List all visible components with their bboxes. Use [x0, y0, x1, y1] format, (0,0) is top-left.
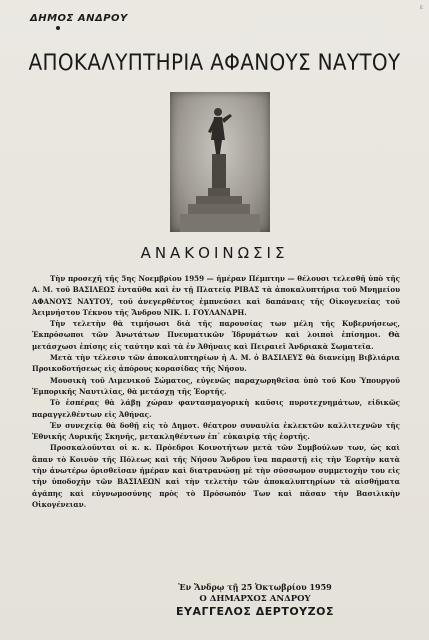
paragraph: Μουσικὴ τοῦ Λιμενικοῦ Σώματος, εὐγενῶς παραχωρηθεῖσα ὑπὸ τοῦ Κου Ὑπουργοῦ Ἐμπορικῆς Ναυτιλίας, θὰ μετάσχῃ τῆς Ἑορτῆς. [32, 375, 400, 396]
paragraph: Ἐν συνεχείᾳ θὰ δοθῇ εἰς τὸ Δημοτ. θέατρον συναυλία ἐκλεκτῶν καλλιτεχνῶν τῆς Ἐθνικῆς Λυρικῆς Σκηνῆς, μετακληθέντων ἐπ᾽ εὐκαιρίᾳ τῆς ἑορτῆς. [32, 420, 400, 442]
monument-photo [170, 92, 270, 232]
signature-name: ΕΥΑΓΓΕΛΟΣ ΔΕΡΤΟΥΖΟΣ [176, 605, 334, 618]
paragraph: Μετὰ τὴν τέλεσιν τῶν ἀποκαλυπτηρίων ἡ Α. Μ. ὁ ΒΑΣΙΛΕΥΣ θὰ διανείμῃ Βιβλιάρια Προικοδοτήσεως εἰς ἀπόρους κορασίδας τῆς Νήσου. [32, 353, 400, 374]
paragraph: Τὴν τελετὴν θὰ τιμήσωσι διὰ τῆς παρουσίας των μέλη τῆς Κυβερνήσεως, Ἐκπρόσωποι τῶν Ἀνωτάτων Πνευματικῶν Ἱδρυμάτων καὶ λοιποὶ ἐπίσημοι. Θὰ μετάσχωσι ἐπίσης εἰς ταύτην καὶ τὰ ἐν Ἀθήναις καὶ Πειραιεῖ Ἀνδριακὰ Σωματεῖα. [32, 319, 400, 351]
corner-mark: ε [419, 4, 423, 11]
signature-role: Ο ΔΗΜΑΡΧΟΣ ΑΝΔΡΟΥ [199, 594, 311, 604]
announcement-body [32, 273, 400, 510]
announcement-heading: ΑΝΑΚΟΙΝΩΣΙΣ [140, 244, 289, 262]
poster-title: ΑΠΟΚΑΛΥΠΤΗΡΙΑ ΑΦΑΝΟΥΣ ΝΑΥΤΟΥ [28, 48, 401, 76]
monument-illustration [170, 92, 270, 232]
paragraph: Προσκαλοῦνται οἱ κ. κ. Πρόεδροι Κοινοτήτων μετὰ τῶν Συμβούλων των, ὡς καὶ ἅπαν τὸ Κοινὸν τῆς Πόλεως καὶ τῆς Νήσου Ἄνδρου ἵνα παραστῇ εἰς τὴν Ἑορτὴν κατὰ τὴν ἀνωτέρω ὁρισθεῖσαν ἡμέραν καὶ διατρανώσῃ μὲ τὴν σύσσωμον συμμετοχὴν του εἰς τὴν ὑποδοχὴν τῶν ΒΑΣΙΛΕΩΝ καὶ τὴν τελετὴν τῶν ἀποκαλυπτηρίων τὰ αἰσθήματα ἀγάπης καὶ εὐγνωμοσύνης πρὸς τὸ Πρόσωπόν Των καὶ πᾶσαν τὴν Βασιλικὴν Οἰκογένειαν. [32, 443, 400, 509]
paragraph: Τὴν προσεχῆ τῆς 5ης Νοεμβρίου 1959 — ἡμέραν Πέμπτην — θέλουσι τελεσθῆ ὑπὸ τῆς Α. Μ. τοῦ ΒΑΣΙΛΕΩΣ ἐνταῦθα καὶ ἐν τῇ Πλατείᾳ ΡΙΒΑΣ τὰ ἀποκαλυπτήρια τοῦ Μνημείου ΑΦΑΝΟΥΣ ΝΑΥΤΟΥ, τοῦ ἀνεγερθέντος ἐμπνεύσει καὶ δαπάναις τῆς Οἰκογενείας τοῦ Ἀειμνήστου Τέκνου τῆς Ἄνδρου ΝΙΚ. Ι. ΓΟΥΛΑΝΔΡΗ. [32, 274, 400, 317]
signature-block [130, 582, 380, 619]
paragraph: Τὸ ἑσπέρας θὰ λάβῃ χώραν φαντασμαγορικὴ καῦσις πυροτεχνημάτων, εἰδικῶς παραγγελθέντων εἰς Ἀθήνας. [32, 398, 400, 419]
bullet-dot [56, 26, 60, 30]
issuer-label: ΔΗΜΟΣ ΑΝΔΡΟΥ [30, 13, 128, 24]
signature-date: Ἐν Ἄνδρῳ τῇ 25 Ὀκτωβρίου 1959 [178, 582, 332, 592]
